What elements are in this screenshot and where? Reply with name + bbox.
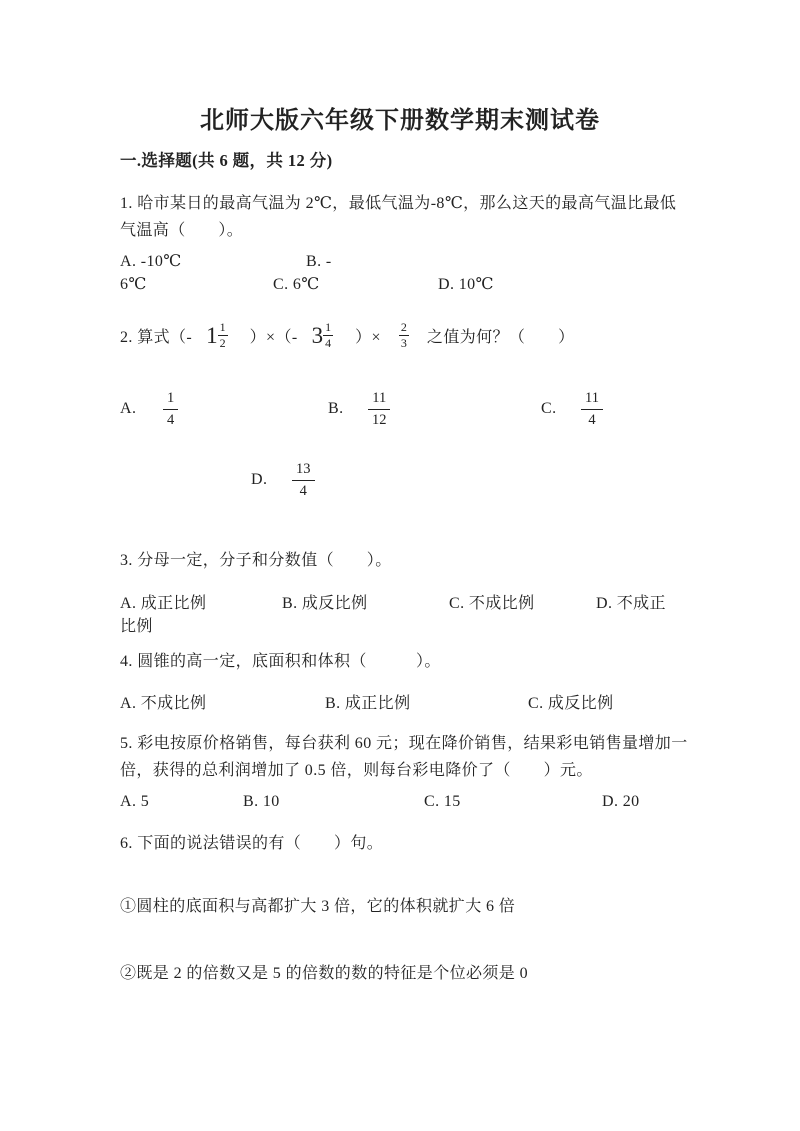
question-3-text: 3. 分母一定，分子和分数值（ ）。 [120,552,392,569]
question-5-line-1: 5. 彩电按原价格销售，每台获利 60 元；现在降价销售，结果彩电销售量增加一 [120,735,688,752]
q2-segment-3: ）× [355,328,381,346]
q5-option-a: A. 5 [120,793,150,810]
q2-mixed-1-whole: 1 [206,322,218,348]
q1-option-c: C. 6℃ [273,276,320,293]
question-4-text: 4. 圆锥的高一定，底面积和体积（ ）。 [120,653,441,670]
q2-option-d-denominator: 4 [299,483,307,499]
question-1-text [120,190,685,244]
q2-frac3-denominator: 3 [400,335,407,350]
q2-option-c-label: C. [541,400,557,417]
q2-option-b-numerator: 11 [368,390,390,410]
q2-mixed-2-denominator: 4 [325,335,332,350]
q3-option-d-wrap: 比例 [120,618,153,635]
q2-segment-2: ）×（- [249,328,298,346]
q3-option-a: A. 成正比例 [120,595,207,612]
q5-option-d: D. 20 [602,793,640,810]
q2-mixed-2-numerator: 1 [325,319,332,334]
q2-option-a-label: A. [120,400,137,417]
q2-option-d-label: D. [251,471,268,488]
q4-option-b: B. 成正比例 [325,695,411,712]
q2-mixed-2-fraction [323,321,333,350]
q2-mixed-1-fraction [218,321,228,350]
q2-fraction-two-thirds [399,321,409,350]
q6-statement-1: ①圆柱的底面积与高都扩大 3 倍，它的体积就扩大 6 倍 [120,898,516,915]
question-1-line-1: 1. 哈市某日的最高气温为 2℃，最低气温为-8℃，那么这天的最高气温比最低 [120,195,677,212]
section-heading: 一.选择题(共 6 题，共 12 分) [120,151,333,170]
q1-option-b-wrap: 6℃ [120,276,147,293]
q2-option-a-fraction [163,390,178,429]
q1-option-d: D. 10℃ [438,276,494,293]
question-5-text [120,730,688,784]
q1-option-a: A. -10℃ [120,253,182,270]
q2-mixed-number-1 [206,321,228,350]
q2-frac3-numerator: 2 [400,319,407,334]
page-title: 北师大版六年级下册数学期末测试卷 [200,108,600,134]
q2-segment-4: 之值为何？（ ） [426,328,575,346]
q4-option-a: A. 不成比例 [120,695,207,712]
q5-option-c: C. 15 [424,793,461,810]
question-1-line-2: 气温高（ ）。 [120,222,244,239]
q2-option-b-denominator: 12 [372,412,387,428]
q6-statement-2: ②既是 2 的倍数又是 5 的倍数的数的特征是个位必须是 0 [120,965,529,982]
q2-option-a-numerator: 1 [163,390,178,410]
question-6-text: 6. 下面的说法错误的有（ ）句。 [120,835,384,852]
q3-option-b: B. 成反比例 [282,595,368,612]
q2-mixed-1-denominator: 2 [219,335,226,350]
q2-option-c-numerator: 11 [581,390,603,410]
q2-mixed-2-whole: 3 [311,322,324,348]
q2-option-d-fraction [292,461,315,500]
q2-option-c-denominator: 4 [588,412,596,428]
q3-option-d: D. 不成正 [596,595,666,612]
q2-segment-1: 2. 算式（- [120,328,193,346]
q2-option-b-label: B. [328,400,344,417]
q5-option-b: B. 10 [243,793,280,810]
q2-mixed-1-numerator: 1 [219,319,226,334]
q2-option-c-fraction [581,390,603,429]
question-5-line-2: 倍，获得的总利润增加了 0.5 倍，则每台彩电降价了（ ）元。 [120,762,593,779]
q3-option-c: C. 不成比例 [449,595,535,612]
q2-option-d-numerator: 13 [292,461,315,481]
q2-mixed-number-2 [312,321,334,350]
q4-option-c: C. 成反比例 [528,695,614,712]
q2-option-b-fraction [368,390,391,429]
q1-option-b: B. - [306,253,332,270]
question-2-text [120,314,575,356]
q2-option-a-denominator: 4 [167,412,175,428]
